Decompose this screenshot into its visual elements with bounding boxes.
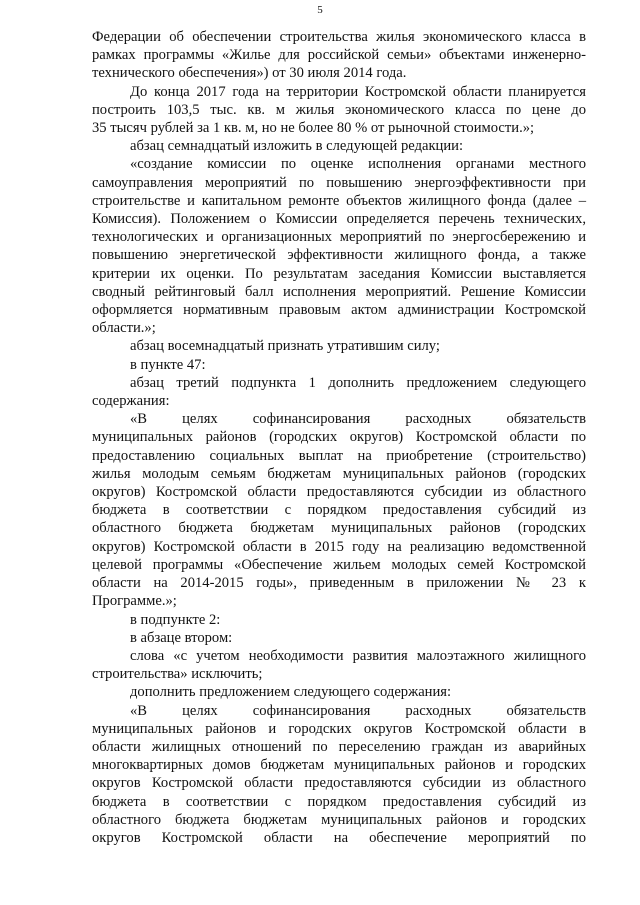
text-line: строительстве и капитальном ремонте объектов жилищного фонда (далее – (92, 192, 586, 209)
text-line: 35 тысяч рублей за 1 кв. м, но не более 80 % от рыночной стоимости.»; (92, 120, 535, 137)
text-line: повышению энергетической эффективности жилищного фонда, а также (92, 247, 586, 264)
text-line: бюджета в соответствии с порядком предоставления субсидий из (92, 793, 586, 810)
text-line: абзац семнадцатый изложить в следующей редакции: (130, 138, 464, 155)
text-line: целевой программы «Обеспечение жильем молодых семей Костромской (92, 556, 586, 573)
text-line: области жилищных отношений по переселению граждан из аварийных (92, 738, 586, 755)
text-line: округов) Костромской области предоставляются субсидии из областного (92, 484, 586, 501)
text-line: в подпункте 2: (130, 611, 221, 628)
page-number: 5 (317, 4, 323, 16)
text-line: сводный рейтинговый балл исполнения мероприятий. Решение Комиссии (92, 283, 586, 300)
text-line: области.»; (92, 320, 156, 337)
text-line: жилья молодым семьям бюджетам муниципальных районов (городских (92, 465, 586, 482)
text-line: слова «с учетом необходимости развития малоэтажного жилищного (130, 647, 586, 664)
text-line: в пункте 47: (130, 356, 206, 373)
text-line: дополнить предложением следующего содержания: (130, 684, 452, 701)
text-line: содержания: (92, 393, 170, 410)
text-line: областного бюджета бюджетам муниципальных районов (городских (92, 520, 586, 537)
text-line: бюджета в соответствии с порядком предоставления субсидий из (92, 502, 586, 519)
text-line: «В целях софинансирования расходных обязательств (130, 702, 586, 719)
text-line: технического обеспечения») от 30 июля 2014 года. (92, 65, 407, 82)
text-line: многоквартирных домов бюджетам муниципальных районов и городских (92, 757, 586, 774)
text-line: абзац восемнадцатый признать утратившим силу; (130, 338, 440, 355)
text-line: «создание комиссии по оценке исполнения органами местного (130, 156, 586, 173)
text-line: Комиссия). Положением о Комиссии определяется перечень технических, (92, 211, 586, 228)
text-line: округов Костромской области на обеспечение мероприятий по (92, 829, 586, 846)
text-line: области на 2014-2015 годы», приведенным в приложении № 23 к (92, 575, 586, 592)
text-line: оформляется нормативным правовым актом администрации Костромской (92, 302, 586, 319)
text-line: технологических и организационных мероприятий по энергосбережению и (92, 229, 586, 246)
text-line: в абзаце втором: (130, 629, 233, 646)
text-line: «В целях софинансирования расходных обязательств (130, 411, 586, 428)
text-line: муниципальных районов и городских округов Костромской области в (92, 720, 586, 737)
text-line: абзац третий подпункта 1 дополнить предложением следующего (130, 374, 586, 391)
document-body (92, 28, 586, 847)
text-line: областного бюджета бюджетам муниципальных районов и городских (92, 811, 586, 828)
text-line: критерии их оценки. По результатам заседания Комиссии выставляется (92, 265, 586, 282)
text-line: До конца 2017 года на территории Костромской области планируется (130, 83, 586, 100)
text-line: округов) Костромской области в 2015 году на реализацию ведомственной (92, 538, 586, 555)
text-line: Программе.»; (92, 593, 177, 610)
text-line: построить 103,5 тыс. кв. м жилья экономического класса по цене до (92, 101, 586, 118)
text-line: предоставлению социальных выплат на приобретение (строительство) (92, 447, 586, 464)
text-line: строительства» исключить; (92, 666, 263, 683)
text-line: Федерации об обеспечении строительства жилья экономического класса в (92, 29, 586, 45)
text-line: самоуправления мероприятий по повышению энергоэффективности при (92, 174, 586, 191)
text-line: рамках программы «Жилье для российской семьи» объектами инженерно- (92, 47, 586, 64)
text-line: муниципальных районов (городских округов) Костромской области по (92, 429, 586, 446)
text-line: округов Костромской области предоставляются субсидии из областного (92, 775, 586, 792)
